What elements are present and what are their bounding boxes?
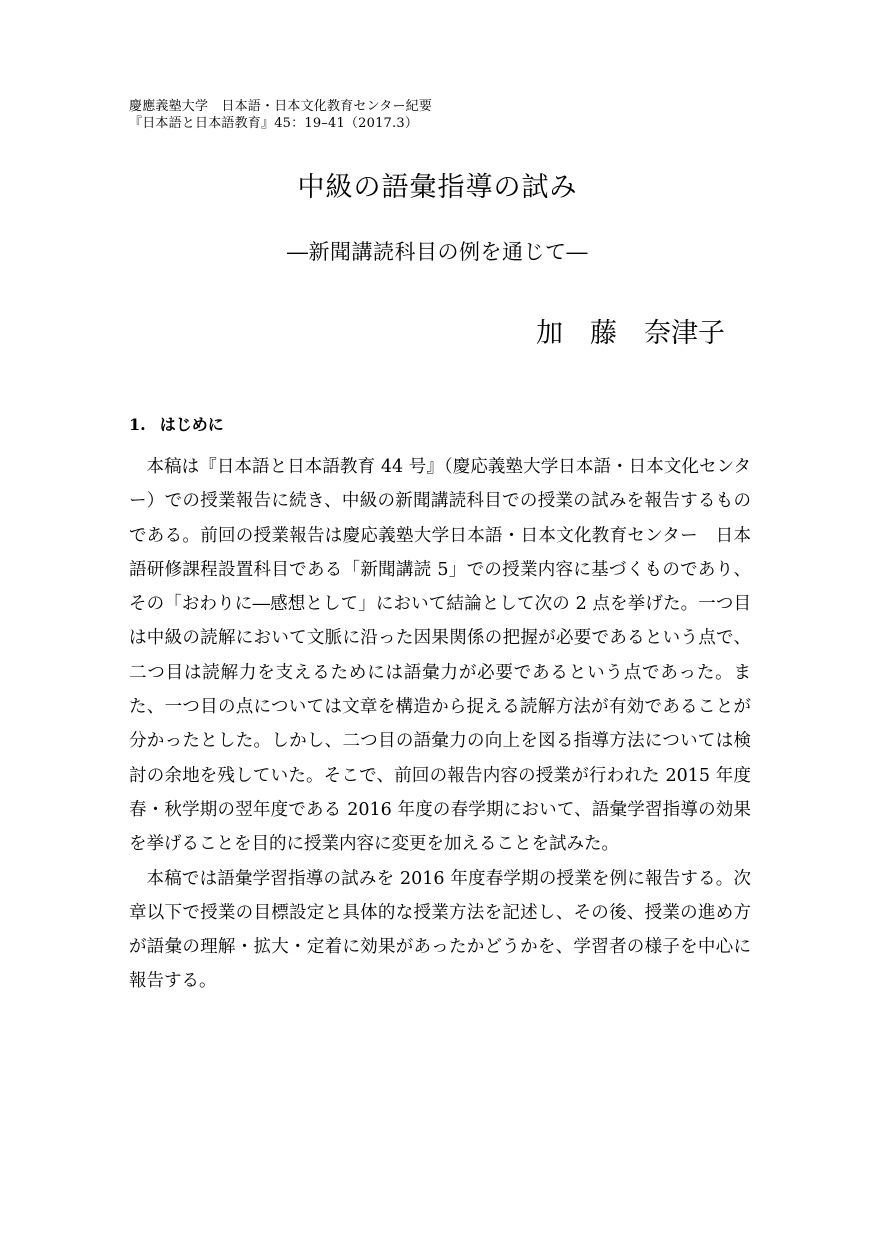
- section-number: 1.: [129, 415, 146, 434]
- journal-header: [129, 98, 432, 132]
- journal-header-line1: 慶應義塾大学 日本語・日本文化教育センター紀要: [129, 99, 433, 114]
- section-heading: [129, 413, 224, 437]
- paragraph-1: 本稿は『日本語と日本語教育 44 号』（慶応義塾大学日本語・日本文化センター）での授業報告に続き、中級の新聞講読科目での授業の試みを報告するものである。前回の授業報告は慶応義塾大学日本語・日本文化教育センター 日本語研修課程設置科目である「新聞講読 5」での授業内容に基づくものであり、その「おわりに―感想として」において結論として次の 2 点を挙げた。一つ目は中級の読解において文脈に沿った因果関係の把握が必要であるという点で、二つ目は読解力を支えるためには語彙力が必要であるという点であった。また、一つ目の点については文章を構造から捉える読解方法が有効であることが分かったとした。しかし、二つ目の語彙力の向上を図る指導方法については検討の余地を残していた。そこで、前回の報告内容の授業が行われた 2015 年度春・秋学期の翌年度である 2016 年度の春学期において、語彙学習指導の効果を挙げることを目的に授業内容に変更を加えることを試みた。: [129, 457, 751, 855]
- section-title: はじめに: [159, 415, 224, 434]
- paragraph-2: 本稿では語彙学習指導の試みを 2016 年度春学期の授業を例に報告する。次章以下で授業の目標設定と具体的な授業方法を記述し、その後、授業の進め方が語彙の理解・拡大・定着に効果があったかどうかを、学習者の様子を中心に報告する。: [129, 868, 751, 992]
- body-text: [129, 450, 751, 999]
- paper-title: 中級の語彙指導の試み: [297, 172, 578, 203]
- author-name: 加 藤 奈津子: [536, 318, 725, 349]
- paper-subtitle: ―新聞講読科目の例を通じて―: [287, 240, 588, 264]
- journal-header-line2: 『日本語と日本語教育』45：19–41（2017.3）: [129, 116, 419, 131]
